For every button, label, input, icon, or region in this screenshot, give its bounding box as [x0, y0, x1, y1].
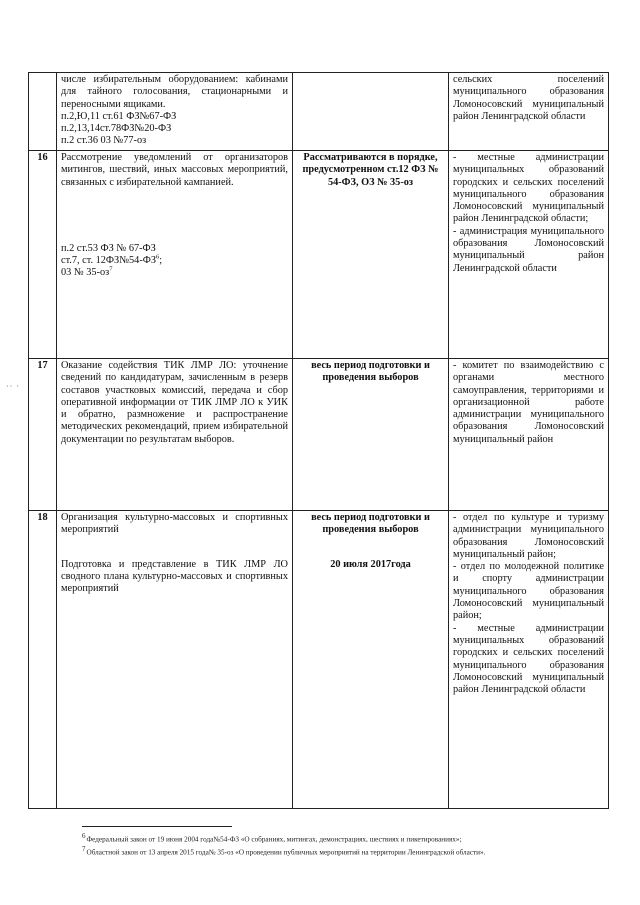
activity-cell: [57, 151, 293, 359]
responsible-text: - отдел по культуре и туризму администрации муниципального образования Ломоносовский муниципальный район;: [453, 512, 604, 560]
activity-cell: [57, 359, 293, 511]
footnote-divider: [82, 826, 232, 827]
term-cell: [293, 151, 449, 359]
responsible-cell: [449, 511, 609, 809]
responsible-text: - отдел по молодежной политике и спорту администрации муниципального образования Ломоносовский муниципальный район;: [453, 561, 604, 622]
term-cell: [293, 359, 449, 511]
responsible-text: - администрация муниципального образования Ломоносовский муниципальный район Ленинградской области: [453, 225, 604, 274]
term-text: весь период подготовки и проведения выборов: [311, 360, 430, 384]
activity-text: Оказание содействия ТИК ЛМР ЛО: уточнение сведений по кандидатурам, зачисленным в резерв составов участковых комиссий, передача и сбор оперативной информации от ТИК ЛМР ЛО к УИК и обратно, размножение и распространение методических рекомендаций, прием избирательной документации по результатам выборов.: [61, 360, 288, 445]
responsible-cell: [449, 359, 609, 511]
responsible-text: - местные администрации муниципальных образований городских и сельских поселений муниципального образования Ломоносовский муниципальный район Ленинградской области: [453, 622, 604, 696]
responsible-text: - комитет по взаимодействию с органами местного самоуправления, территориями и организационной работе администрации муниципального образования Ломоносовский муниципальный район: [453, 360, 604, 445]
responsible-cell: [449, 151, 609, 359]
footnote-7: 7Областной закон от 13 апреля 2015 года№ 35-оз «О проведении публичных мероприятий на территории Ленинградской области».: [82, 845, 486, 857]
footnotes: [82, 826, 602, 858]
table-row-18: [29, 511, 609, 809]
activity-text: Рассмотрение уведомлений от организаторов митингов, шествий, иных массовых мероприятий, связанных с избирательной кампанией.: [61, 152, 288, 188]
legal-ref: п.2,13,14ст.78ФЗ№20-ФЗ: [61, 123, 172, 135]
activity-cell: [57, 511, 293, 809]
legal-ref: п.2,Ю,11 ст.61 ФЗ№67-ФЗ: [61, 110, 177, 122]
activity-text: Подготовка и представление в ТИК ЛМР ЛО сводного плана культурно-массовых и спортивных мероприятий: [61, 558, 288, 595]
row-number-cell: [29, 73, 57, 151]
legal-ref: п.2 ст.53 ФЗ № 67-ФЗ: [61, 242, 156, 254]
term-text: Рассматриваются в порядке, предусмотренном ст.12 ФЗ № 54-ФЗ, ОЗ № 35-оз: [302, 152, 439, 188]
responsible-text: - местные администрации муниципальных образований городских и сельских поселений муниципального образования Ломоносовский муниципальный район Ленинградской области;: [453, 152, 604, 225]
table-row-16: [29, 151, 609, 359]
term-cell: [293, 73, 449, 151]
table-row-17: [29, 359, 609, 511]
term-date: 20 июля 2017года: [330, 558, 411, 570]
table-row-continuation: [29, 73, 609, 151]
footnote-6: 6Федеральный закон от 19 июня 2004 года№54-ФЗ «О собраниях, митингах, демонстрациях, шествиях и пикетированиях»;: [82, 832, 462, 844]
row-number: 16: [29, 151, 57, 359]
plan-table: [28, 72, 609, 809]
term-text: весь период подготовки и проведения выборов: [311, 512, 430, 536]
legal-ref: 03 № 35-оз$^7$: [61, 266, 113, 279]
responsible-text: сельских поселений муниципального образования Ломоносовский муниципальный район Ленинградской области: [453, 74, 604, 122]
activity-text: числе избирательным оборудованием: кабинами для тайного голосования, стационарными и переносными ящиками.: [61, 74, 288, 110]
legal-ref: п.2 ст.36 03 №77-оз: [61, 135, 147, 147]
row-number: 18: [29, 511, 57, 809]
responsible-cell: [449, 73, 609, 151]
row-number: 17: [29, 359, 57, 511]
term-cell: [293, 511, 449, 809]
activity-text: Организация культурно-массовых и спортивных мероприятий: [61, 512, 288, 536]
margin-artifact: ·· ·: [6, 382, 20, 391]
legal-ref: ст.7, ст. 12ФЗ№54-ФЗ$^6$;: [61, 253, 163, 267]
activity-cell: [57, 73, 293, 151]
